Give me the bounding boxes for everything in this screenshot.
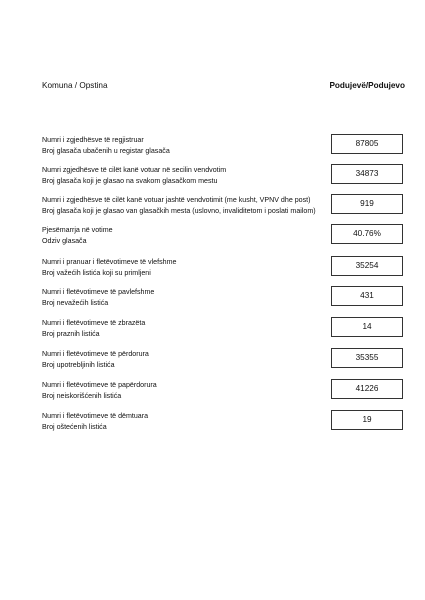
stat-label	[42, 135, 327, 156]
stat-label	[42, 195, 327, 216]
stat-row-voted-outside-station	[42, 194, 405, 220]
stat-label-serbian: Broj glasača ubačenih u registar glasača	[42, 146, 170, 155]
stat-value: 40.76%	[331, 224, 403, 244]
stat-label-albanian: Numri i fletëvotimeve të përdorura	[42, 350, 149, 358]
stat-label-albanian: Numri i fletëvotimeve të papërdorura	[42, 381, 157, 389]
stat-value: 14	[331, 317, 403, 337]
stat-value: 919	[331, 194, 403, 214]
stat-label	[42, 318, 327, 339]
stat-label	[42, 257, 327, 278]
stat-label	[42, 287, 327, 308]
stat-label-serbian: Broj praznih listića	[42, 329, 100, 338]
stat-row-voted-at-polling-station	[42, 164, 405, 190]
stat-label-albanian: Numri i zgjedhësve të regjistruar	[42, 136, 144, 144]
stat-value: 34873	[331, 164, 403, 184]
stat-label	[42, 411, 327, 432]
stat-row-used-ballots	[42, 348, 405, 374]
stat-label	[42, 225, 327, 246]
stat-value: 431	[331, 286, 403, 306]
municipality-name: Podujevë/Podujevo	[329, 81, 405, 90]
stat-label-albanian: Numri i fletëvotimeve të pavlefshme	[42, 288, 155, 296]
stat-label-serbian: Broj važećih listića koji su primljeni	[42, 268, 151, 277]
stat-label-albanian: Numri i pranuar i fletëvotimeve të vlefshme	[42, 258, 177, 266]
stat-label-serbian: Odziv glasača	[42, 236, 87, 245]
stat-label-albanian: Numri zgjedhësve të cilët kanë votuar në secilin vendvotim	[42, 166, 227, 174]
stat-row-invalid-ballots	[42, 286, 405, 312]
stat-label-serbian: Broj nevažećih listića	[42, 298, 109, 307]
stat-value: 19	[331, 410, 403, 430]
page-header	[42, 80, 405, 94]
stat-value: 41226	[331, 379, 403, 399]
municipality-label: Komuna / Opstina	[42, 81, 108, 90]
stat-row-damaged-ballots	[42, 410, 405, 436]
stat-row-unused-ballots	[42, 379, 405, 405]
stat-label-serbian: Broj glasača koji je glasao van glasačkih mesta (uslovno, invaliditetom i poslati mailom)	[42, 206, 316, 215]
stat-row-blank-ballots	[42, 317, 405, 343]
stat-label-serbian: Broj glasača koji je glasao na svakom glasačkom mestu	[42, 176, 218, 185]
stat-value: 87805	[331, 134, 403, 154]
stat-label-albanian: Numri i fletëvotimeve të dëmtuara	[42, 412, 149, 420]
stat-label-serbian: Broj neiskorišćenih listića	[42, 391, 122, 400]
stat-label-serbian: Broj oštećenih listića	[42, 422, 107, 431]
stat-label	[42, 165, 327, 186]
stat-label	[42, 380, 327, 401]
stat-row-registered-voters	[42, 134, 405, 160]
stat-label	[42, 349, 327, 370]
stat-value: 35355	[331, 348, 403, 368]
stat-label-albanian: Numri i zgjedhësve të cilët kanë votuar jashtë vendvotimit (me kusht, VPNV dhe post)	[42, 196, 311, 204]
stat-label-serbian: Broj upotrebljinih listića	[42, 360, 115, 369]
stat-row-turnout	[42, 224, 405, 250]
stat-label-albanian: Pjesëmarrja në votime	[42, 226, 113, 234]
stat-row-valid-ballots	[42, 256, 405, 282]
stat-value: 35254	[331, 256, 403, 276]
stat-label-albanian: Numri i fletëvotimeve të zbrazëta	[42, 319, 146, 327]
